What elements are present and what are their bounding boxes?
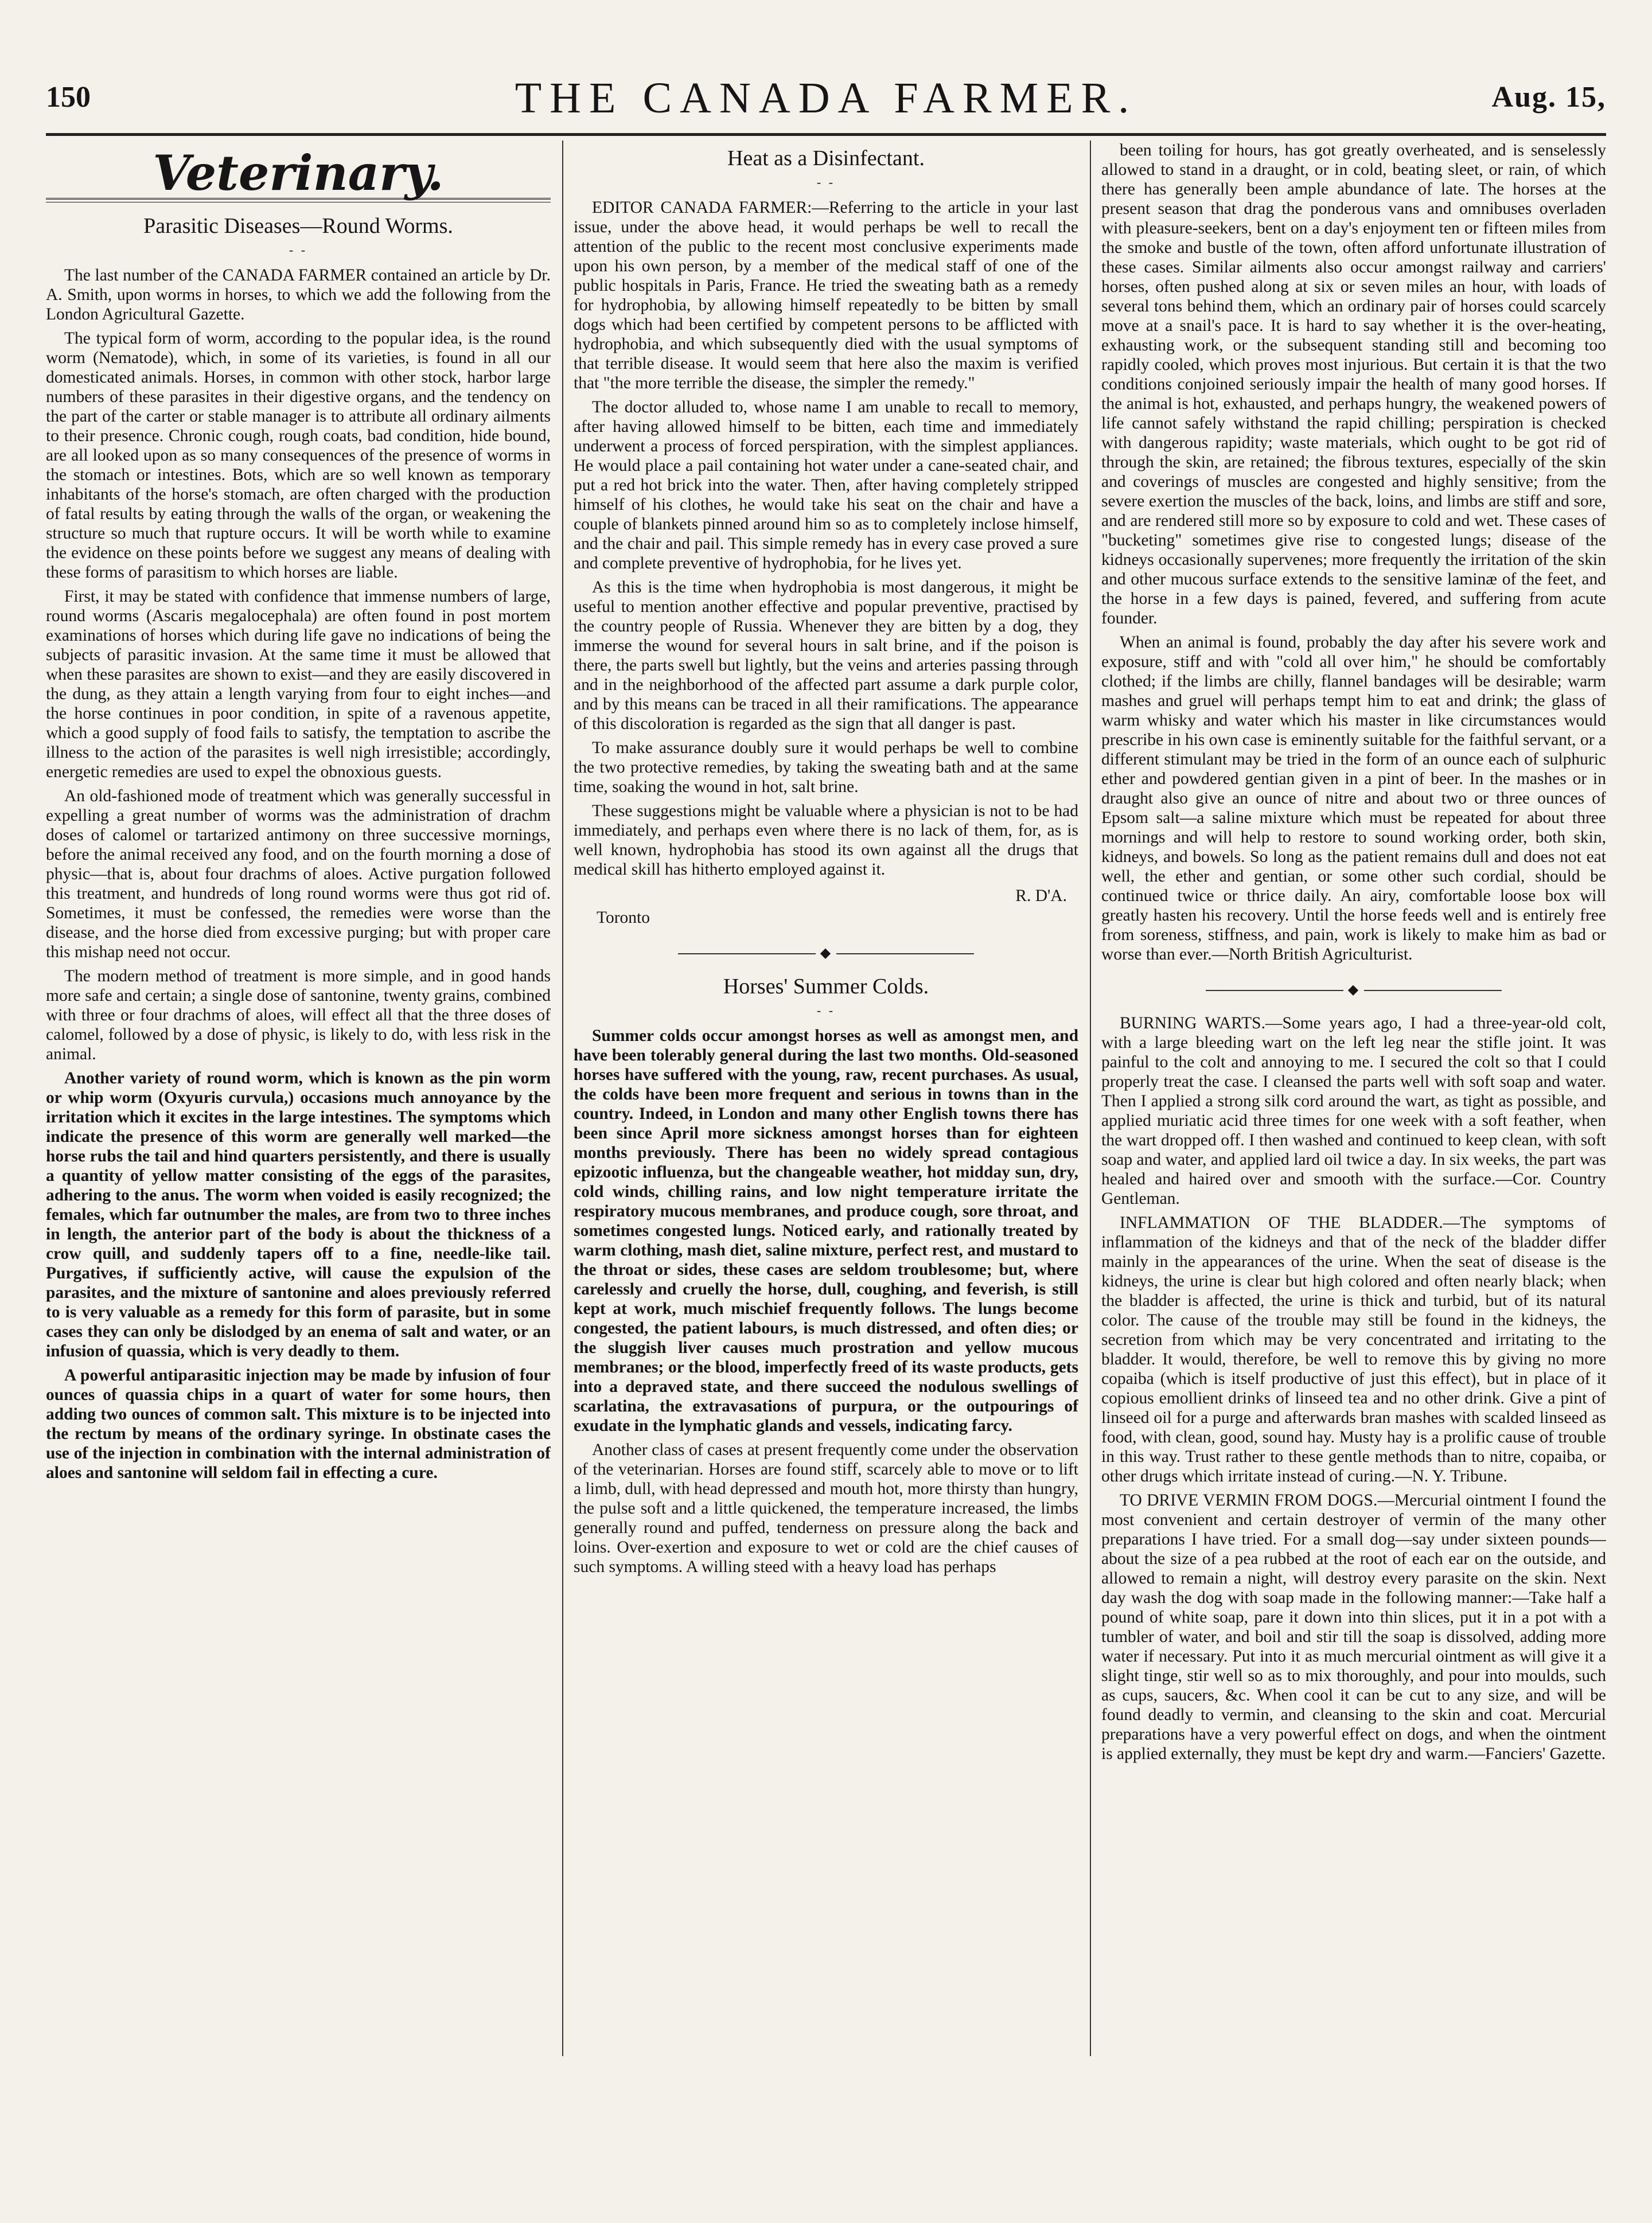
ornament-divider: ◆ (1101, 980, 1606, 1000)
paragraph: The last number of the CANADA FARMER contained an article by Dr. A. Smith, upon worms in horses, to which we add the following from the London Agricultural Gazette. (46, 266, 551, 323)
paragraph: Another class of cases at present frequently come under the observation of the veterinarian. Horses are found stiff, scarcely able to move or to lift a limb, dull, with head depressed and mouth hot, more thirsty than hungry, the pulse soft and a little quickened, the temperature increased, the limbs generally round and puffed, tenderness on pressure along the back and loins. Over-exertion and exposure to wet or cold are the chief causes of such symptoms. A willing steed with a heavy load has perhaps (574, 1441, 1078, 1576)
title-dash: - - (816, 1003, 836, 1017)
masthead: THE CANADA FARMER. (515, 74, 1137, 122)
ornament-divider: ◆ (574, 943, 1078, 963)
paragraph: A powerful antiparasitic injection may be made by infusion of four ounces of quassia chips in a quart of water for some hours, then adding two ounces of common salt. This mixture is to be injected into the rectum by means of the ordinary syringe. In obstinate cases the use of the injection in combination with the internal administration of aloes and santonine will seldom fail in effecting a cure. (46, 1366, 551, 1482)
article-title: Horses' Summer Colds. (723, 974, 929, 999)
title-dash: - - (289, 243, 308, 257)
column-rule (1090, 141, 1091, 2056)
signature: R. D'A. (1015, 887, 1067, 905)
paragraph: When an animal is found, probably the day after his severe work and exposure, stiff and with "cold all over him," he should be comfortably clothed; if the limbs are chilly, flannel bandages will be desirable; warm mashes and gruel will perhaps tempt him to eat and drink; the glass of warm whisky and water which his master in like circumstances would prescribe in his own case is eminently suitable for the faithful servant, or a different stimulant may be tried in the form of an ounce each of sulphuric ether and powdered gentian given in a pint of beer. In the mashes or in draught also give an ounce of nitre and about two or three ounces of Epsom salt—a saline mixture which must be repeated for about three mornings and will help to restore to sound working order, both skin, kidneys, and bowels. So long as the patient remains dull and does not eat well, the ether and gentian, or some other such cordial, should be continued twice or thrice daily. An airy, comfortable loose box will greatly hasten his recovery. Until the horse feeds well and is entirely free from soreness, stiffness, and pain, work is likely to make him as bad or worse than ever.—North British Agriculturist. (1101, 633, 1606, 964)
page-number: 150 (46, 81, 91, 114)
paragraph: TO DRIVE VERMIN FROM DOGS.—Mercurial ointment I found the most convenient and certain destroyer of vermin of the many other preparations I have tried. For a small dog—say under sixteen pounds—about the size of a pea rubbed at the root of each ear on the outside, and allowed to remain a night, will destroy every parasite on the skin. Next day wash the dog with soap made in the following manner:—Take half a pound of white soap, pare it down into thin slices, put it in a pot with a tumbler of water, and boil and stir till the soap is dissolved, adding more water if necessary. Put into it as much mercurial ointment as will give it a slight tinge, stir well so as to mix thoroughly, and pour into moulds, such as cups, saucers, &c. When cool it can be cut to any size, and will be found deadly to vermin, and cleansing to the skin and coat. Mercurial preparations have a very powerful effect on dogs, and when the ointment is applied externally, they must be kept dry and warm.—Fanciers' Gazette. (1101, 1491, 1606, 1763)
paragraph: The doctor alluded to, whose name I am unable to recall to memory, after having allowed himself to be bitten, each time and immediately underwent a process of forced perspiration, with the simplest appliances. He would place a pail containing hot water under a cane-seated chair, and put a red hot brick into the water. Then, after having completely stripped himself of his clothes, he would take his seat on the chair and have a couple of blankets pinned around him so as to completely inclose himself, and the chair and pail. This simple remedy has in every case proved a sure and complete preventive of hydrophobia, for he lives yet. (574, 398, 1078, 572)
paragraph: First, it may be stated with confidence that immense numbers of large, round worms (Ascaris megalocephala) are often found in post mortem examinations of horses which during life gave no indications of being the subjects of parasitic invasion. At the same time it must be allowed that when these parasites are shown to exist—and they are easily discovered in the dung, as they attain a length varying from four to eight inches—and the horse continues in poor condition, in spite of a ravenous appetite, which a good supply of food fails to satisfy, the temptation to ascribe the illness to the action of the parasites is well nigh irresistible; accordingly, energetic remedies are used to expel the obnoxious guests. (46, 587, 551, 781)
column-2 (574, 141, 1078, 2050)
column-rule (562, 141, 563, 2056)
paragraph: These suggestions might be valuable where a physician is not to be had immediately, and perhaps even where there is no lack of them, for, as is well known, hydrophobia has stood its own against all the drugs that medical skill has hitherto employed against it. (574, 802, 1078, 879)
paragraph: INFLAMMATION OF THE BLADDER.—The symptoms of inflammation of the kidneys and that of the neck of the bladder differ mainly in the appearances of the urine. When the seat of disease is the kidneys, the urine is clear but high colored and often nearly black; when the bladder is affected, the urine is thick and turbid, but of its natural color. The cause of the trouble may still be found in the kidneys, the secretion from which may be very concentrated and irritating to the bladder. It would, therefore, be well to remove this by giving no more copaiba (which is itself productive of just this effect), but in place of it copious emollient drinks of linseed tea and no other drink. Give a pint of linseed oil for a purge and afterwards bran mashes with scalded linseed as food, with clean, good, sound hay. Musty hay is a prolific cause of trouble in this way. Trust rather to these gentle methods than to nitre, copaiba, or other drugs which irritate instead of curing.—N. Y. Tribune. (1101, 1214, 1606, 1485)
issue-date: Aug. 15, (1491, 81, 1606, 114)
column-3 (1101, 141, 1606, 2050)
paragraph: Another variety of round worm, which is known as the pin worm or whip worm (Oxyuris curvula,) occasions much annoyance by the irritation which it excites in the large intestines. The symptoms which indicate the presence of this worm are generally well marked—the horse rubs the tail and hind quarters persistently, and there is usually a quantity of yellow matter consisting of the eggs of the parasites, adhering to the anus. The worm when voided is easily recognized; the females, which far outnumber the males, are from two to three inches in length, the anterior part of the body is about the thickness of a crow quill, and suddenly tapers off to a fine, needle-like tail. Purgatives, if sufficiently active, will cause the expulsion of the parasites, and the mixture of santonine and aloes previously referred to is very valuable as a remedy for this form of parasite, but in some cases they can only be dislodged by an enema of salt and water, or an infusion of quassia, which is very deadly to them. (46, 1069, 551, 1360)
paragraph: An old-fashioned mode of treatment which was generally successful in expelling a great number of worms was the administration of drachm doses of calomel or tartarized antimony on three successive mornings, before the animal received any food, and on the fourth morning a dose of physic—that is, about four drachms of aloes. Active purgation followed this treatment, and hundreds of long round worms were thus got rid of. Sometimes, it must be confessed, the remedies were worse than the disease, and the horse died from excessive purging; but with proper care this mishap need not occur. (46, 787, 551, 961)
paragraph: The typical form of worm, according to the popular idea, is the round worm (Nematode), which, in some of its varieties, is found in all our domesticated animals. Horses, in common with other stock, harbor large numbers of these parasites in their digestive organs, and the tendency on the part of the carter or stable manager is to attribute all ordinary ailments to their presence. Chronic cough, rough coats, bad condition, hide bound, are all looked upon as so many consequences of the presence of worms in the stomach or intestines. Bots, which are so well known as temporary inhabitants of the horse's stomach, are often charged with the production of fatal results by eating through the walls of the organ, or weakening the structure so much that rupture occurs. It will be worth while to examine the evidence on these points before we suggest any means of dealing with these forms of parasitism to which horses are liable. (46, 329, 551, 582)
paragraph: As this is the time when hydrophobia is most dangerous, it might be useful to mention another effective and popular preventive, practised by the country people of Russia. Whenever they are bitten by a dog, they immerse the wound for several hours in salt brine, and if the poison is there, the parts swell but lightly, but the veins and arteries passing through and in the neighborhood of the affected part assume a dark purple color, and by this means can be traced in all their ramifications. The appearance of this discoloration is regarded as the sign that all danger is past. (574, 578, 1078, 733)
header-rule (46, 133, 1606, 136)
column-1 (46, 141, 551, 2050)
paragraph: BURNING WARTS.—Some years ago, I had a three-year-old colt, with a large bleeding wart on the left leg near the stifle joint. It was painful to the colt and annoying to me. I secured the colt so that I could properly treat the case. I cleansed the parts well with soft soap and water. Then I applied a strong silk cord around the wart, as tight as possible, and applied muriatic acid three times for one week with a soft feather, when the wart dropped off. I then washed and continued to keep clean, with soft soap and water, and applied lard oil twice a day. In six weeks, the part was healed and haired over and smooth with the surface.—Cor. Country Gentleman. (1101, 1014, 1606, 1208)
paragraph: EDITOR CANADA FARMER:—Referring to the article in your last issue, under the above head, it would perhaps be well to recall the attention of the public to the recent most conclusive experiments made upon his own person, by a member of the medical staff of one of the public hospitals in Paris, France. He tried the sweating bath as a remedy for hydrophobia, by allowing himself repeatedly to be bitten by small dogs which had been certified by competent persons to be afflicted with hydrophobia, and which subsequently died with the usual symptoms of that terrible disease. It would seem that here also the maxim is verified that "the more terrible the disease, the simpler the remedy." (574, 198, 1078, 392)
paragraph: Summer colds occur amongst horses as well as amongst men, and have been tolerably general during the last two months. Old-seasoned horses have suffered with the young, raw, recent purchases. As usual, the colds have been more frequent and serious in towns than in the country. Indeed, in London and many other English towns there has been since April more sickness amongst horses than for eighteen months previously. There has been no widely spread contagious epizootic influenza, but the changeable weather, hot midday sun, dry, cold winds, chilling rains, and low night temperature irritate the respiratory mucous membranes, and produce cough, sore throat, and sometimes congested lungs. Noticed early, and rationally treated by warm clothing, mash diet, saline mixture, perfect rest, and mustard to the throat or sides, these cases are seldom troublesome; but, where carelessly and cruelly the horse, dull, coughing, and feverish, is still kept at work, much mischief frequently follows. The lungs become congested, the patient labours, is much distressed, and often dies; or the sluggish liver causes much prostration and yellow mucous membranes; or the blood, imperfectly freed of its waste products, gets into a depraved state, and there succeed the nodulous swellings of scarlatina, the extravasations of purpura, or the outpourings of exudate in the lymphatic glands and vessels, indicating farcy. (574, 1027, 1078, 1435)
dateline: Toronto (597, 908, 650, 927)
page-header (46, 69, 1606, 132)
article-title: Parasitic Diseases—Round Worms. (143, 214, 453, 238)
article-title: Heat as a Disinfectant. (727, 146, 925, 170)
section-title: Veterinary. (153, 145, 444, 201)
title-dash: - - (816, 175, 836, 189)
paragraph: To make assurance doubly sure it would perhaps be well to combine the two protective remedies, by taking the sweating bath and at the same time, soaking the wound in hot, salt brine. (574, 739, 1078, 796)
paragraph: The modern method of treatment is more simple, and in good hands more safe and certain; a single dose of santonine, twenty grains, combined with three or four drachms of aloes, will effect all that the three doses of calomel, followed by a dose of physic, is likely to do, with less risk in the animal. (46, 967, 551, 1063)
paragraph: been toiling for hours, has got greatly overheated, and is senselessly allowed to stand in a draught, or in cold, beating sleet, or rain, of which there has generally been ample abundance of late. The horses at the present season that drag the ponderous vans and omnibuses overladen with pleasure-seekers, bent on a day's enjoyment ten or fifteen miles from the smoke and bustle of the town, often afford unfortunate illustration of these cases. Similar ailments also occur amongst railway and carriers' horses, often pushed along at six or seven miles an hour, with loads of several tons behind them, which an ordinary pair of horses could scarcely move at a snail's pace. It is hard to say whether it is the over-heating, exhausting work, or the subsequent standing still and becoming too rapidly cooled, which proves most injurious. But certain it is that the two conditions conjoined seriously impair the health of many good horses. If the animal is hot, exhausted, and perhaps hungry, the weakened powers of life cannot safely withstand the rapid chilling; perspiration is checked with dangerous rapidity; waste materials, which ought to be got rid of through the skin, are retained; the fibrous textures, especially of the skin and coverings of muscles are congested and highly sensitive; from the severe exertion the muscles of the back, loins, and limbs are stiff and sore, and are rendered still more so by exposure to cold and wet. These cases of "bucketing" sometimes give rise to congested lungs; disease of the kidneys occasionally supervenes; more frequently the irritation of the skin and other mucous surface extends to the sensitive laminæ of the feet, and the horse in a few days is pained, fevered, and suffering from acute founder. (1101, 141, 1606, 627)
